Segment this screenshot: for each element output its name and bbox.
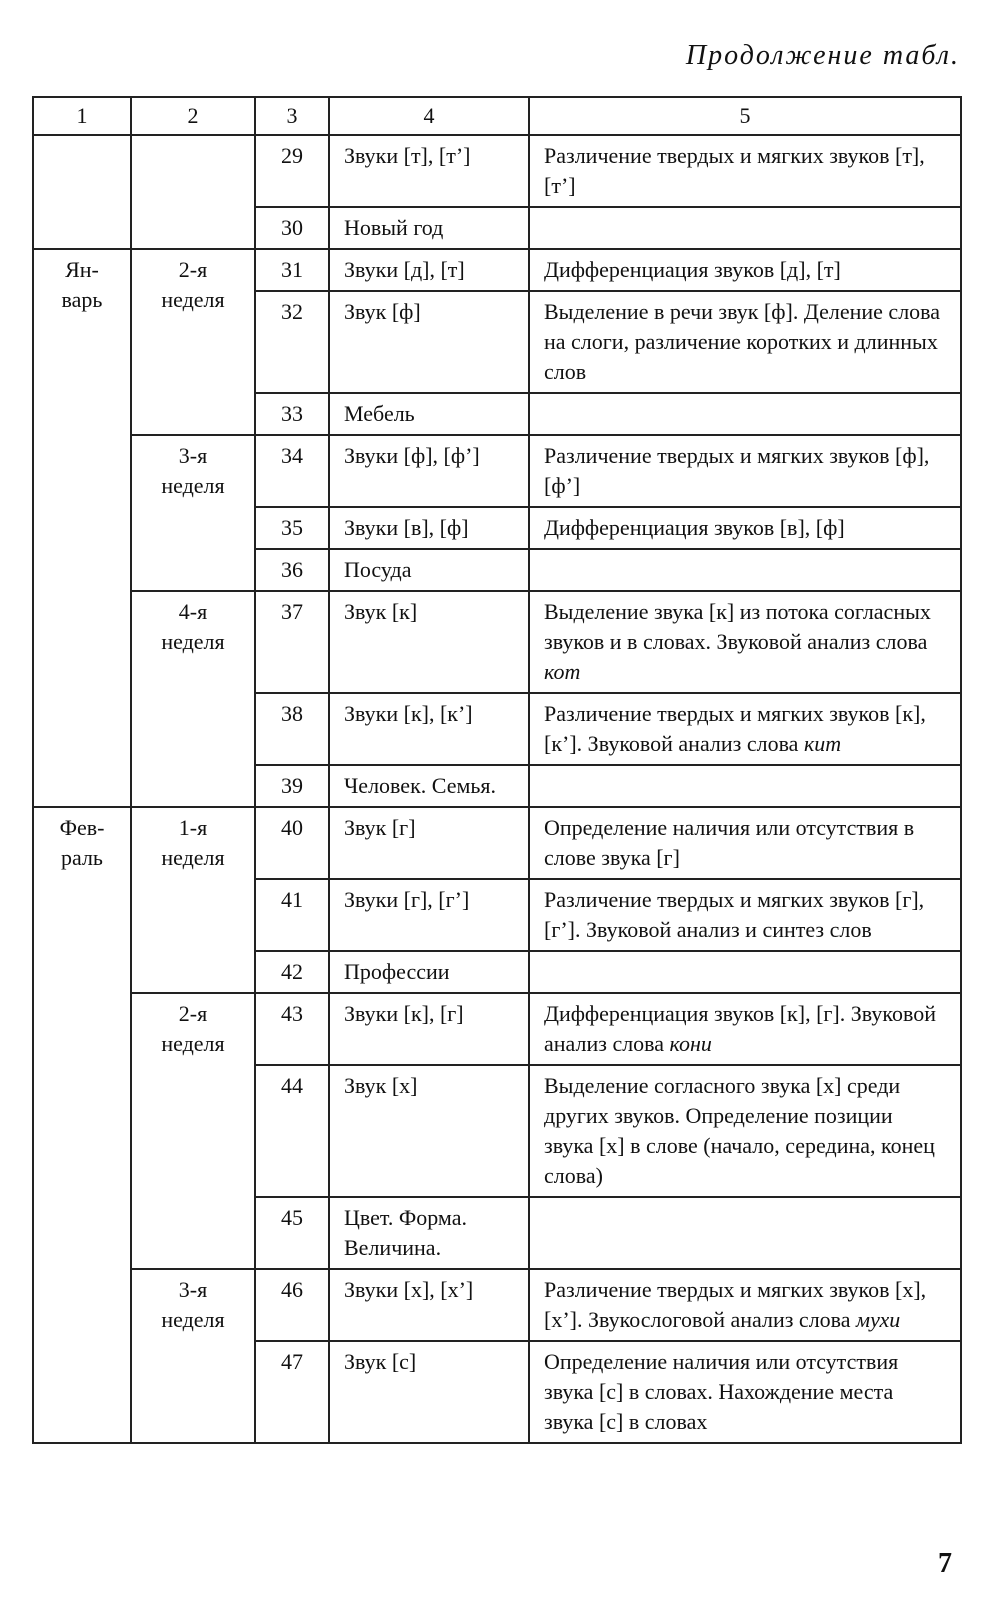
lesson-number: 39	[255, 765, 329, 807]
table-continuation-caption: Продолжение табл.	[685, 40, 960, 71]
week-label: 2-я неделя	[161, 257, 225, 312]
lesson-topic: Посуда	[329, 549, 529, 591]
week-cell	[131, 249, 255, 435]
lesson-topic: Звуки [д], [т]	[329, 249, 529, 291]
lesson-number: 40	[255, 807, 329, 879]
lesson-number: 33	[255, 393, 329, 435]
lesson-topic: Звук [г]	[329, 807, 529, 879]
lesson-number: 44	[255, 1065, 329, 1197]
lesson-topic: Новый год	[329, 207, 529, 249]
column-header: 5	[529, 97, 961, 135]
week-cell	[131, 435, 255, 591]
lesson-number: 32	[255, 291, 329, 393]
column-header: 1	[33, 97, 131, 135]
month-label: Ян- варь	[61, 257, 103, 312]
content-text: Дифференциация звуков [к], [г]. Звуковой анализ слова	[544, 1001, 936, 1056]
lesson-number: 41	[255, 879, 329, 951]
lesson-number: 37	[255, 591, 329, 693]
content-word: кот	[544, 659, 581, 684]
month-cell-empty	[33, 135, 131, 249]
lesson-number: 45	[255, 1197, 329, 1269]
lesson-topic: Цвет. Форма. Величина.	[329, 1197, 529, 1269]
lesson-topic: Человек. Семья.	[329, 765, 529, 807]
lesson-content	[529, 393, 961, 435]
content-word: кит	[803, 731, 842, 756]
lesson-content: Определение наличия или отсутствия в слове звука [г]	[529, 807, 961, 879]
lesson-number: 29	[255, 135, 329, 207]
week-label: 3-я неделя	[161, 443, 225, 498]
month-cell-january	[33, 249, 131, 807]
content-word: кони	[669, 1031, 712, 1056]
lesson-content	[529, 1269, 961, 1341]
month-label: Фев- раль	[59, 815, 105, 870]
lesson-content	[529, 591, 961, 693]
content-word: мухи	[856, 1307, 901, 1332]
lesson-topic: Звук [ф]	[329, 291, 529, 393]
week-label: 1-я неделя	[161, 815, 225, 870]
lesson-topic: Звуки [в], [ф]	[329, 507, 529, 549]
column-header: 4	[329, 97, 529, 135]
lesson-topic: Звуки [ф], [ф’]	[329, 435, 529, 507]
lesson-content: Определение наличия или отсутствия звука [с] в словах. Нахождение места звука [с] в словах	[529, 1341, 961, 1443]
lesson-number: 38	[255, 693, 329, 765]
lesson-content: Различение твердых и мягких звуков [г], [г’]. Звуковой анализ и синтез слов	[529, 879, 961, 951]
week-cell	[131, 1269, 255, 1443]
week-cell	[131, 591, 255, 807]
page-number: 7	[938, 1548, 952, 1579]
lesson-topic: Мебель	[329, 393, 529, 435]
lesson-topic: Звуки [х], [х’]	[329, 1269, 529, 1341]
lesson-number: 36	[255, 549, 329, 591]
week-cell	[131, 807, 255, 993]
table-row	[33, 435, 961, 507]
lesson-number: 35	[255, 507, 329, 549]
lesson-content: Дифференциация звуков [в], [ф]	[529, 507, 961, 549]
lesson-number: 31	[255, 249, 329, 291]
lesson-content: Различение твердых и мягких звуков [т], [т’]	[529, 135, 961, 207]
content-text: Различение твердых и мягких звуков [к], [к’]. Звуковой анализ слова	[544, 701, 926, 756]
lesson-number: 30	[255, 207, 329, 249]
header-row	[33, 97, 961, 135]
lesson-topic: Звуки [к], [г]	[329, 993, 529, 1065]
lesson-content	[529, 693, 961, 765]
table-row	[33, 249, 961, 291]
lesson-content	[529, 207, 961, 249]
lesson-content: Дифференциация звуков [д], [т]	[529, 249, 961, 291]
week-cell-empty	[131, 135, 255, 249]
lesson-content: Выделение в речи звук [ф]. Деление слова на слоги, различение коротких и длинных слов	[529, 291, 961, 393]
lesson-content	[529, 765, 961, 807]
lesson-content	[529, 549, 961, 591]
table-row	[33, 1269, 961, 1341]
lesson-content: Различение твердых и мягких звуков [ф], [ф’]	[529, 435, 961, 507]
column-header: 3	[255, 97, 329, 135]
column-header: 2	[131, 97, 255, 135]
lesson-content	[529, 993, 961, 1065]
lesson-topic: Звуки [г], [г’]	[329, 879, 529, 951]
lesson-topic: Звуки [к], [к’]	[329, 693, 529, 765]
lesson-number: 42	[255, 951, 329, 993]
table-row	[33, 591, 961, 693]
week-cell	[131, 993, 255, 1269]
lesson-topic: Звук [с]	[329, 1341, 529, 1443]
lesson-topic: Звуки [т], [т’]	[329, 135, 529, 207]
lesson-topic: Звук [х]	[329, 1065, 529, 1197]
content-text: Выделение звука [к] из потока согласных звуков и в словах. Звуковой анализ слова	[544, 599, 931, 654]
table-row	[33, 135, 961, 207]
lesson-content	[529, 1197, 961, 1269]
month-cell-february	[33, 807, 131, 1443]
lesson-number: 46	[255, 1269, 329, 1341]
lesson-topic: Звук [к]	[329, 591, 529, 693]
lesson-schedule-table	[32, 96, 962, 1444]
table-row	[33, 807, 961, 879]
lesson-number: 43	[255, 993, 329, 1065]
lesson-number: 34	[255, 435, 329, 507]
table-row	[33, 993, 961, 1065]
lesson-topic: Профессии	[329, 951, 529, 993]
lesson-number: 47	[255, 1341, 329, 1443]
content-text: Различение твердых и мягких звуков [х], [х’]. Звукослоговой анализ слова	[544, 1277, 927, 1332]
week-label: 3-я неделя	[161, 1277, 225, 1332]
lesson-content: Выделение согласного звука [х] среди других звуков. Определение позиции звука [х] в слове (начало, середина, конец слова)	[529, 1065, 961, 1197]
lesson-content	[529, 951, 961, 993]
week-label: 4-я неделя	[161, 599, 225, 654]
week-label: 2-я неделя	[161, 1001, 225, 1056]
